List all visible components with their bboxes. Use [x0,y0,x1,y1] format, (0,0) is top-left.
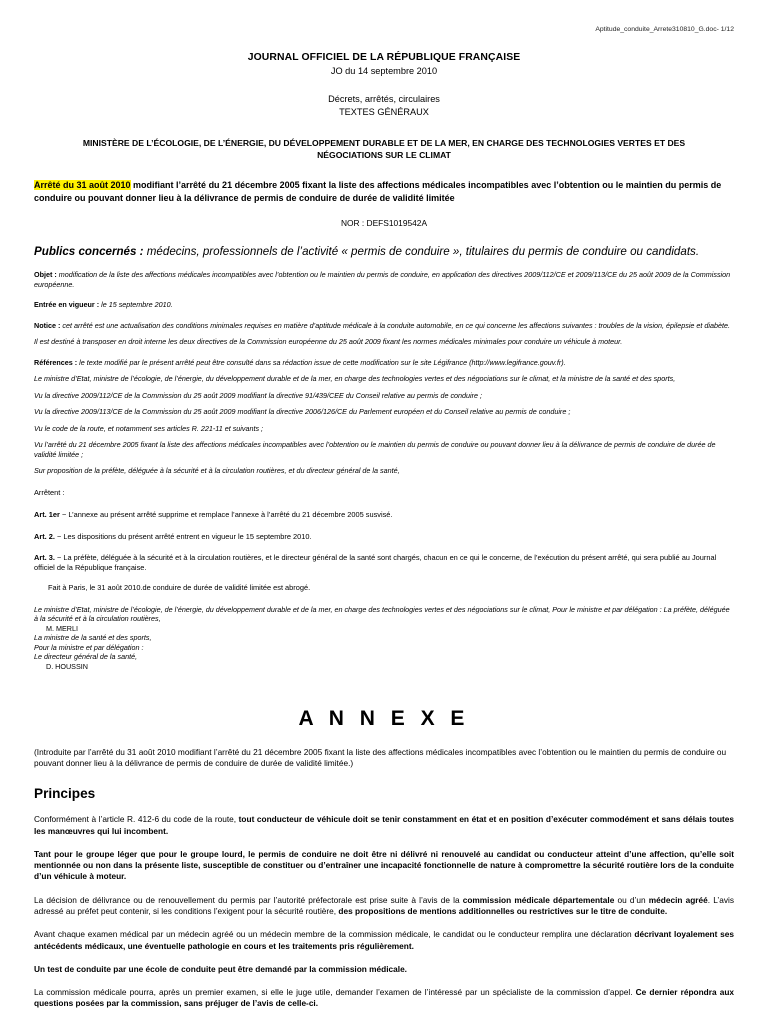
section-entree-vigueur [34,300,734,310]
journal-date: JO du 14 septembre 2010 [330,66,438,76]
textes-generaux-heading: TEXTES GÉNÉRAUX [339,106,429,117]
paragraph-part-bold: Tant pour le groupe léger que pour le groupe lourd, le permis de conduire ne doit être ni délivré ni renouvelé au candidat ou conducteur atteint d’une affection, qu’elle soit mentionnée ou non dans la présente liste, susceptible de constituer ou d’entraîner une incapacité fonctionnelle de nature à compromettre la sécurité routière lors de la conduite d’un véhicule à moteur. [34,848,734,882]
references-line-0: Le ministre d’Etat, ministre de l’écologie, de l’énergie, du développement durable et de la mer, en charge des technologies vertes et des négociations sur le climat, et la ministre de la santé et des sports, [34,374,676,384]
paragraph-part-bold: médecin agréé [648,894,708,905]
article-1-text: − L’annexe au présent arrêté supprime et remplace l’annexe à l’arrêté du 21 décembre 2005 susvisé. [59,509,393,519]
arretent-intro: Arrêtent : [34,487,65,497]
notice-label: Notice : [34,320,61,330]
ministere-heading: MINISTÈRE DE L’ÉCOLOGIE, DE L’ÉNERGIE, DU DÉVELOPPEMENT DURABLE ET DE LA MER, EN CHARGE DES TECHNOLOGIES VERTES ET DES NÉGOCIATIONS SUR LE CLIMAT [82,138,686,160]
notice-text-2: Il est destiné à transposer en droit interne les deux directives de la Commission européenne du 25 août 2009 fixant les normes médicales minimales pour conduire un véhicule à moteur. [34,337,623,347]
references-line-4: Vu l’arrêté du 21 décembre 2005 fixant la liste des affections médicales incompatibles avec l’obtention ou le maintien du permis de conduire ou pouvant donner lieu à la délivrance de permis de conduire de durée de validité limitée ; [34,440,716,459]
section-notice [34,321,734,331]
references-label: Références : [34,357,78,367]
publics-label: Publics concernés : [34,245,144,259]
article-2-number: Art. 2. [34,531,55,541]
article-1 [34,510,734,520]
principes-paragraph [34,814,734,837]
principes-paragraph [34,929,734,952]
article-3-text: − La préfète, déléguée à la sécurité et à la circulation routières, et le directeur général de la santé sont chargés, chacun en ce qui le concerne, de l’exécution du présent arrêté, qui sera publié au Journal officiel de la République française. [34,553,717,573]
arrete-highlight: Arrêté du 31 août 2010 [34,180,131,191]
paragraph-part: La commission médicale pourra, après un premier examen, si elle le juge utile, demander l’examen de l’intéressé par un spécialiste de la commission d’appel. [34,987,636,998]
article-1-number: Art. 1er [34,509,60,519]
section-objet [34,270,734,289]
signature-block [34,605,734,672]
paragraph-part-bold: commission médicale départementale [462,894,615,905]
document-reference: Aptitude_conduite_Arrete310810_G.doc- 1/12 [595,26,734,33]
signature-line-2: La ministre de la santé et des sports, [34,633,152,643]
principes-paragraph [34,987,734,1010]
nor-reference: NOR : DEFS1019542A [340,217,428,228]
signature-name-houssin: D. HOUSSIN [46,662,88,672]
article-3-number: Art. 3. [34,553,55,563]
publics-concernes [34,244,734,259]
signature-line-0: Le ministre d’Etat, ministre de l’écologie, de l’énergie, du développement durable et de la mer, en charge des technologies vertes et des négociations sur le climat, Pour le ministre et par délégation : La préfète, déléguée à la sécurité et à la circulation routières, [34,604,730,624]
decrets-heading: Décrets, arrêtés, circulaires [328,93,440,104]
references-text: le texte modifié par le présent arrêté peut être consulté dans sa rédaction issue de cette modification sur le site Légifrance (http://www.legifrance.gouv.fr). [77,357,566,367]
journal-title: JOURNAL OFFICIEL DE LA RÉPUBLIQUE FRANÇAISE [247,51,521,63]
references-line-3: Vu le code de la route, et notamment ses articles R. 221-11 et suivants ; [34,423,264,433]
signature-line-3: Pour la ministre et par délégation : [34,642,144,652]
entree-label: Entrée en vigueur : [34,300,100,310]
signature-name-merli: M. MERLI [46,623,78,633]
section-references [34,358,734,368]
article-3 [34,553,734,573]
arrete-title-text: modifiant l’arrêté du 21 décembre 2005 fixant la liste des affections médicales incompatibles avec l’obtention ou le maintien du permis de conduire ou pouvant donner lieu à la délivrance de permis de conduire de durée de validité limitée [34,180,722,203]
publics-text: médecins, professionnels de l’activité « permis de conduire », titulaires du permis de conduire ou candidats. [143,245,700,259]
principes-paragraph [34,964,734,975]
references-line-2: Vu la directive 2009/113/CE de la Commission du 25 août 2009 modifiant la directive 2006/126/CE du Parlement européen et du Conseil relative au permis de conduire ; [34,407,571,417]
paragraph-part: Conformément à l’article R. 412-6 du code de la route, [34,814,239,825]
paragraph-part: Avant chaque examen médical par un médecin agréé ou un médecin membre de la commission médicale, le candidat ou le conducteur remplira une déclaration [34,929,635,940]
paragraph-part-bold: des propositions de mentions additionnelles ou restrictives sur le titre de conduite. [338,905,668,916]
annexe-title: A N N E X E [298,706,470,730]
principes-heading: Principes [34,785,96,801]
article-2-text: − Les dispositions du présent arrêté entrent en vigueur le 15 septembre 2010. [54,531,312,541]
paragraph-part-bold: tout conducteur de véhicule doit se tenir constamment en état et en position d’exécuter commodément et sans délais toutes les manœuvres qui lui incombent. [34,814,735,836]
objet-text: modification de la liste des affections médicales incompatibles avec l’obtention ou le maintien du permis de conduire, en application des directives 2009/112/CE et 2009/113/CE du 25 août 2009 de la Commission européenne. [34,270,731,289]
principes-paragraph [34,849,734,883]
references-line-1: Vu la directive 2009/112/CE de la Commission du 25 août 2009 modifiant la directive 91/439/CEE du Conseil relative au permis de conduire ; [34,390,483,400]
paragraph-part-bold: décrivant loyalement ses antécédents médicaux, une éventuelle pathologie en cours et les traitements pris régulièrement. [34,929,734,951]
paragraph-part-bold: Ce dernier répondra aux questions posées par la commission, sans préjuger de l’avis de celle-ci. [34,987,735,1009]
paragraph-part: La décision de délivrance ou de renouvellement du permis par l’autorité préfectorale est prise suite à l’avis de la [34,894,463,905]
fait-a-paris: Fait à Paris, le 31 août 2010.de conduire de durée de validité limitée est abrogé. [48,583,311,593]
principes-paragraph [34,895,734,918]
entree-text: le 15 septembre 2010. [99,300,173,310]
signature-line-4: Le directeur général de la santé, [34,652,138,662]
paragraph-part: . L’avis adressé au préfet peut contenir, si les conditions l’exigent pour la sécurité routière, [34,894,734,916]
paragraph-part-bold: Un test de conduite par une école de conduite peut être demandé par la commission médicale. [34,963,407,974]
annexe-subtitle: (Introduite par l’arrêté du 31 août 2010 modifiant l’arrêté du 21 décembre 2005 fixant la liste des affections médicales incompatibles avec l’obtention ou le maintien du permis de conduire ou pouvant donner lieu à la délivrance de permis de conduire de durée de validité limitée.) [34,746,727,768]
arrete-title [34,179,734,203]
notice-text: cet arrêté est une actualisation des conditions minimales requises en matière d’aptitude médicale à la conduite automobile, en ce qui concerne les affections suivantes : troubles de la vision, épilepsie et diabète. [60,320,730,330]
references-line-5: Sur proposition de la préfète, déléguée à la sécurité et à la circulation routières, et du directeur général de la santé, [34,466,400,476]
objet-label: Objet : [34,270,57,280]
paragraph-part: ou d’un [614,894,649,905]
article-2 [34,532,734,542]
